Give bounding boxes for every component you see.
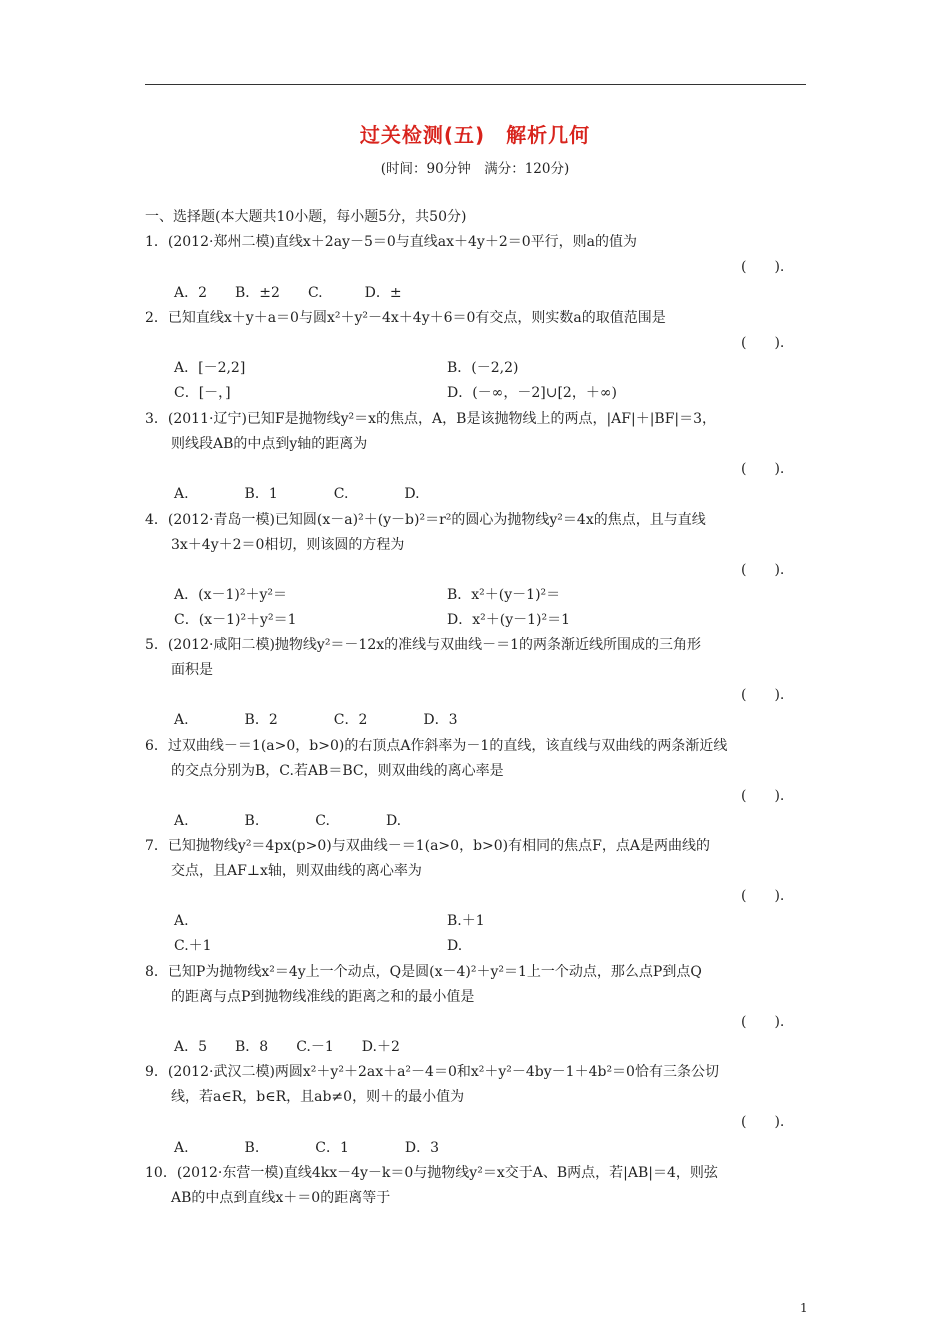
- question-7-line-2: 交点，且AF⊥x轴，则双曲线的离心率为: [171, 863, 422, 879]
- question-10-line-2: AB的中点到直线x＋＝0的距离等于: [171, 1190, 391, 1206]
- question-3-line-1: 3．(2011·辽宁)已知F是抛物线y²＝x的焦点，A，B是该抛物线上的两点，|AF|＋|BF|＝3，: [145, 411, 717, 427]
- question-4-option-d: D．x²＋(y－1)²＝1: [447, 612, 570, 628]
- question-8-options: A．5 B．8 C.－1 D.＋2: [174, 1039, 400, 1055]
- question-4-option-c: C．(x－1)²＋y²＝1: [174, 612, 297, 628]
- question-10-line-1: 10．(2012·东营一模)直线4kx－4y－k＝0与抛物线y²＝x交于A、B两点，若|AB|＝4，则弦: [145, 1165, 718, 1181]
- question-9-line-1: 9．(2012·武汉二模)两圆x²＋y²＋2ax＋a²－4＝0和x²＋y²－4by－1＋4b²＝0恰有三条公切: [145, 1064, 719, 1080]
- answer-paren: ( ).: [741, 1114, 785, 1130]
- question-2-option-d: D．(－∞，－2]∪[2，＋∞): [447, 385, 617, 401]
- answer-paren: ( ).: [741, 562, 785, 578]
- answer-paren: ( ).: [741, 259, 785, 275]
- answer-paren: ( ).: [741, 335, 785, 351]
- question-7-line-1: 7．已知抛物线y²＝4px(p>0)与双曲线－＝1(a>0，b>0)有相同的焦点F，点A是两曲线的: [145, 838, 710, 854]
- question-7-option-b: B.＋1: [447, 913, 485, 929]
- question-3-line-2: 则线段AB的中点到y轴的距离为: [171, 436, 368, 452]
- question-9-options: A. B. C．1 D．3: [174, 1140, 440, 1156]
- answer-paren: ( ).: [741, 888, 785, 904]
- question-6-line-1: 6．过双曲线－＝1(a>0，b>0)的右顶点A作斜率为－1的直线，该直线与双曲线的两条渐近线: [145, 738, 728, 754]
- page-title: 过关检测(五) 解析几何: [359, 123, 591, 147]
- question-9-line-2: 线，若a∈R，b∈R，且ab≠0，则＋的最小值为: [171, 1089, 465, 1105]
- answer-paren: ( ).: [741, 461, 785, 477]
- question-2-option-c: C．[－，]: [174, 385, 231, 401]
- question-6-options: A. B. C. D.: [174, 813, 402, 829]
- page-number: 1: [800, 1301, 808, 1315]
- question-1-line-1: 1．(2012·郑州二模)直线x＋2ay－5＝0与直线ax＋4y＋2＝0平行，则a的值为: [145, 234, 638, 250]
- page-subtitle: (时间：90分钟 满分：120分): [380, 161, 570, 177]
- question-2-option-a: A．[－2,2]: [174, 360, 246, 376]
- question-5-line-1: 5．(2012·咸阳二模)抛物线y²＝－12x的准线与双曲线－＝1的两条渐近线所围成的三角形: [145, 637, 702, 653]
- question-7-option-c: C.＋1: [174, 938, 212, 954]
- question-5-line-2: 面积是: [171, 662, 213, 678]
- question-7-option-d: D.: [447, 938, 463, 954]
- question-8-line-1: 8．已知P为抛物线x²＝4y上一个动点，Q是圆(x－4)²＋y²＝1上一个动点，那么点P到点Q: [145, 964, 702, 980]
- question-6-line-2: 的交点分别为B，C.若AB＝BC，则双曲线的离心率是: [171, 763, 504, 779]
- question-3-options: A. B．1 C. D.: [174, 486, 420, 502]
- answer-paren: ( ).: [741, 1014, 785, 1030]
- question-4-option-b: B．x²＋(y－1)²＝: [447, 587, 561, 603]
- question-4-option-a: A．(x－1)²＋y²＝: [174, 587, 287, 603]
- header-rule: [145, 84, 806, 85]
- question-7-option-a: A.: [174, 913, 189, 929]
- question-5-options: A. B．2 C．2 D．3: [174, 712, 458, 728]
- question-2-option-b: B．(－2,2): [447, 360, 519, 376]
- answer-paren: ( ).: [741, 687, 785, 703]
- question-2-line-1: 2．已知直线x＋y＋a＝0与圆x²＋y²－4x＋4y＋6＝0有交点，则实数a的取值范围是: [145, 310, 666, 326]
- answer-paren: ( ).: [741, 788, 785, 804]
- question-4-line-2: 3x＋4y＋2＝0相切，则该圆的方程为: [171, 537, 405, 553]
- question-8-line-2: 的距离与点P到抛物线准线的距离之和的最小值是: [171, 989, 475, 1005]
- question-1-options: A．2 B．±2 C. D．±: [174, 285, 402, 301]
- section-heading: 一、选择题(本大题共10小题，每小题5分，共50分): [145, 209, 467, 225]
- question-4-line-1: 4．(2012·青岛一模)已知圆(x－a)²＋(y－b)²＝r²的圆心为抛物线y²＝4x的焦点，且与直线: [145, 512, 706, 528]
